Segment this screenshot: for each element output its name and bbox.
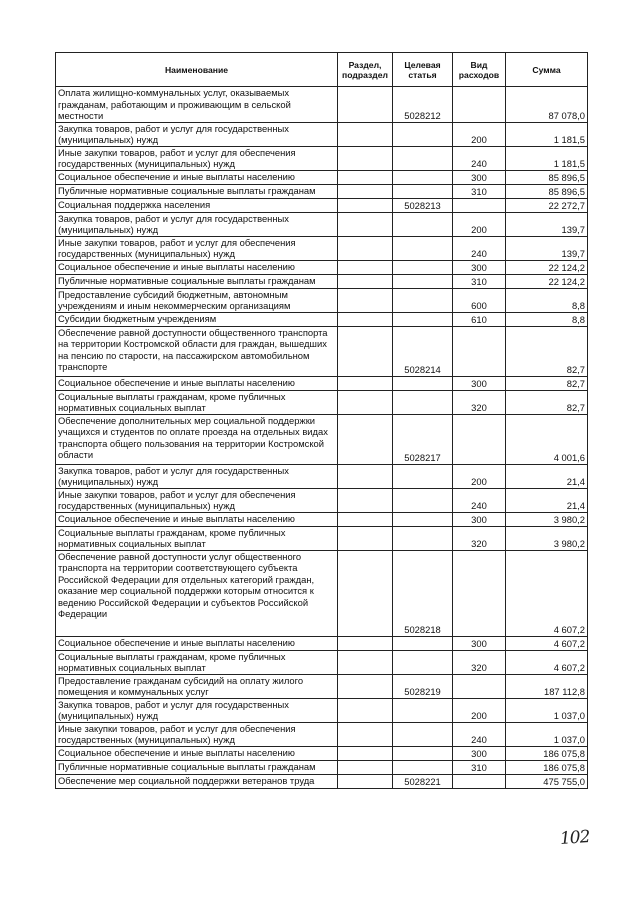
row-name: Социальная поддержка населения: [56, 198, 338, 212]
table-row: [56, 376, 588, 390]
row-section: [338, 288, 393, 312]
row-sum: 139,7: [506, 212, 588, 236]
row-type: [453, 414, 506, 464]
row-section: [338, 464, 393, 488]
row-sum: 186 075,8: [506, 760, 588, 774]
row-name: Оплата жилищно-коммунальных услуг, оказываемых гражданам, работающим и проживающим в сельской местности: [56, 87, 338, 123]
row-section: [338, 760, 393, 774]
row-section: [338, 212, 393, 236]
row-section: [338, 274, 393, 288]
table-row: [56, 464, 588, 488]
row-section: [338, 488, 393, 512]
row-name: Социальное обеспечение и иные выплаты населению: [56, 746, 338, 760]
row-name: Закупка товаров, работ и услуг для государственных (муниципальных) нужд: [56, 698, 338, 722]
table-row: [56, 170, 588, 184]
row-section: [338, 746, 393, 760]
row-sum: 21,4: [506, 464, 588, 488]
table-row: [56, 212, 588, 236]
row-sum: 85 896,5: [506, 184, 588, 198]
row-type: 320: [453, 390, 506, 414]
row-type: 320: [453, 526, 506, 550]
header-type: Вид расходов: [453, 53, 506, 87]
row-name: Предоставление гражданам субсидий на оплату жилого помещения и коммунальных услуг: [56, 674, 338, 698]
header-name: Наименование: [56, 53, 338, 87]
row-section: [338, 526, 393, 550]
row-section: [338, 674, 393, 698]
table-row: [56, 390, 588, 414]
row-name: Социальные выплаты гражданам, кроме публичных нормативных социальных выплат: [56, 390, 338, 414]
row-name: Закупка товаров, работ и услуг для государственных (муниципальных) нужд: [56, 122, 338, 146]
header-section: Раздел, подраздел: [338, 53, 393, 87]
row-sum: 82,7: [506, 376, 588, 390]
row-type: 300: [453, 260, 506, 274]
row-sum: 3 980,2: [506, 512, 588, 526]
row-article: [393, 170, 453, 184]
table-row: [56, 87, 588, 123]
table-row: [56, 636, 588, 650]
row-article: [393, 488, 453, 512]
row-type: 200: [453, 698, 506, 722]
row-section: [338, 414, 393, 464]
row-name: Иные закупки товаров, работ и услуг для обеспечения государственных (муниципальных) нужд: [56, 722, 338, 746]
row-sum: 4 607,2: [506, 636, 588, 650]
row-article: 5028221: [393, 774, 453, 788]
row-sum: 475 755,0: [506, 774, 588, 788]
row-section: [338, 312, 393, 326]
table-row: [56, 674, 588, 698]
table-row: [56, 122, 588, 146]
row-sum: 22 272,7: [506, 198, 588, 212]
table-row: [56, 326, 588, 376]
row-section: [338, 550, 393, 636]
row-article: [393, 746, 453, 760]
table-row: [56, 698, 588, 722]
table-row: [56, 198, 588, 212]
row-type: 200: [453, 212, 506, 236]
row-name: Социальное обеспечение и иные выплаты населению: [56, 170, 338, 184]
budget-table: [55, 52, 588, 789]
row-section: [338, 512, 393, 526]
row-section: [338, 236, 393, 260]
row-section: [338, 146, 393, 170]
row-sum: 4 607,2: [506, 550, 588, 636]
row-article: 5028217: [393, 414, 453, 464]
row-section: [338, 722, 393, 746]
row-article: [393, 464, 453, 488]
row-type: 600: [453, 288, 506, 312]
row-article: [393, 512, 453, 526]
row-article: [393, 122, 453, 146]
row-article: 5028214: [393, 326, 453, 376]
table-row: [56, 746, 588, 760]
row-section: [338, 376, 393, 390]
row-type: [453, 550, 506, 636]
row-sum: 3 980,2: [506, 526, 588, 550]
row-section: [338, 198, 393, 212]
row-article: [393, 184, 453, 198]
row-name: Субсидии бюджетным учреждениям: [56, 312, 338, 326]
row-name: Социальные выплаты гражданам, кроме публичных нормативных социальных выплат: [56, 526, 338, 550]
table-row: [56, 526, 588, 550]
row-section: [338, 774, 393, 788]
row-article: 5028219: [393, 674, 453, 698]
row-sum: 1 037,0: [506, 698, 588, 722]
table-row: [56, 760, 588, 774]
row-article: [393, 376, 453, 390]
row-name: Социальные выплаты гражданам, кроме публичных нормативных социальных выплат: [56, 650, 338, 674]
row-sum: 22 124,2: [506, 260, 588, 274]
row-type: 610: [453, 312, 506, 326]
row-type: 200: [453, 464, 506, 488]
row-name: Социальное обеспечение и иные выплаты населению: [56, 636, 338, 650]
row-article: [393, 698, 453, 722]
row-type: 240: [453, 488, 506, 512]
row-sum: 4 607,2: [506, 650, 588, 674]
row-type: 300: [453, 512, 506, 526]
row-article: 5028212: [393, 87, 453, 123]
row-section: [338, 390, 393, 414]
row-name: Обеспечение равной доступности общественного транспорта на территории Костромской области для граждан, вышедших на пенсию по старости, на пассажирском автомобильном транспорте: [56, 326, 338, 376]
row-name: Иные закупки товаров, работ и услуг для обеспечения государственных (муниципальных) нужд: [56, 146, 338, 170]
table-row: [56, 146, 588, 170]
row-article: [393, 212, 453, 236]
row-article: [393, 722, 453, 746]
row-name: Публичные нормативные социальные выплаты гражданам: [56, 760, 338, 774]
table-row: [56, 184, 588, 198]
row-type: [453, 326, 506, 376]
table-row: [56, 236, 588, 260]
row-section: [338, 636, 393, 650]
row-article: [393, 312, 453, 326]
row-article: [393, 146, 453, 170]
row-sum: 187 112,8: [506, 674, 588, 698]
row-section: [338, 698, 393, 722]
row-type: [453, 198, 506, 212]
handwritten-page-number: 102: [559, 826, 591, 850]
row-name: Закупка товаров, работ и услуг для государственных (муниципальных) нужд: [56, 212, 338, 236]
row-sum: 82,7: [506, 390, 588, 414]
table-row: [56, 774, 588, 788]
row-type: [453, 774, 506, 788]
row-type: 300: [453, 746, 506, 760]
row-name: Социальное обеспечение и иные выплаты населению: [56, 376, 338, 390]
row-sum: 186 075,8: [506, 746, 588, 760]
row-name: Социальное обеспечение и иные выплаты населению: [56, 260, 338, 274]
row-type: 310: [453, 184, 506, 198]
row-name: Закупка товаров, работ и услуг для государственных (муниципальных) нужд: [56, 464, 338, 488]
row-type: 240: [453, 722, 506, 746]
row-type: 310: [453, 274, 506, 288]
row-name: Иные закупки товаров, работ и услуг для обеспечения государственных (муниципальных) нужд: [56, 488, 338, 512]
row-sum: 1 181,5: [506, 146, 588, 170]
table-header-row: [56, 53, 588, 87]
row-name: Обеспечение дополнительных мер социальной поддержки учащихся и студентов по оплате проезда на отдельных видах транспорта общего пользования на территории Костромской области: [56, 414, 338, 464]
row-article: 5028213: [393, 198, 453, 212]
row-type: 300: [453, 170, 506, 184]
row-article: [393, 236, 453, 260]
row-sum: 82,7: [506, 326, 588, 376]
row-article: [393, 760, 453, 774]
row-article: [393, 274, 453, 288]
row-name: Предоставление субсидий бюджетным, автономным учреждениям и иным некоммерческим организациям: [56, 288, 338, 312]
row-sum: 85 896,5: [506, 170, 588, 184]
row-name: Обеспечение равной доступности услуг общественного транспорта на территории соответствующего субъекта Российской Федерации для отдельных категорий граждан, оказание мер социальной поддержки которым относится к ведению Российской Федерации и субъектов Российской Федерации: [56, 550, 338, 636]
row-section: [338, 260, 393, 274]
row-name: Публичные нормативные социальные выплаты гражданам: [56, 184, 338, 198]
table-row: [56, 260, 588, 274]
row-type: 240: [453, 146, 506, 170]
row-type: 200: [453, 122, 506, 146]
row-article: [393, 260, 453, 274]
table-row: [56, 722, 588, 746]
row-sum: 21,4: [506, 488, 588, 512]
row-sum: 8,8: [506, 288, 588, 312]
table-row: [56, 650, 588, 674]
row-name: Обеспечение мер социальной поддержки ветеранов труда: [56, 774, 338, 788]
table-row: [56, 414, 588, 464]
row-sum: 4 001,6: [506, 414, 588, 464]
table-row: [56, 488, 588, 512]
row-section: [338, 87, 393, 123]
row-type: 310: [453, 760, 506, 774]
row-article: 5028218: [393, 550, 453, 636]
row-article: [393, 636, 453, 650]
table-row: [56, 274, 588, 288]
row-type: 240: [453, 236, 506, 260]
row-article: [393, 526, 453, 550]
row-type: 300: [453, 636, 506, 650]
row-type: 320: [453, 650, 506, 674]
table-row: [56, 288, 588, 312]
row-sum: 139,7: [506, 236, 588, 260]
row-sum: 1 181,5: [506, 122, 588, 146]
row-section: [338, 170, 393, 184]
row-article: [393, 650, 453, 674]
row-section: [338, 326, 393, 376]
table-row: [56, 550, 588, 636]
row-sum: 8,8: [506, 312, 588, 326]
row-type: [453, 674, 506, 698]
row-sum: 87 078,0: [506, 87, 588, 123]
row-type: [453, 87, 506, 123]
header-sum: Сумма: [506, 53, 588, 87]
row-sum: 22 124,2: [506, 274, 588, 288]
row-section: [338, 184, 393, 198]
row-type: 300: [453, 376, 506, 390]
header-article: Целевая статья: [393, 53, 453, 87]
row-name: Публичные нормативные социальные выплаты гражданам: [56, 274, 338, 288]
row-sum: 1 037,0: [506, 722, 588, 746]
row-article: [393, 288, 453, 312]
row-article: [393, 390, 453, 414]
row-section: [338, 122, 393, 146]
table-row: [56, 512, 588, 526]
row-name: Социальное обеспечение и иные выплаты населению: [56, 512, 338, 526]
table-row: [56, 312, 588, 326]
row-name: Иные закупки товаров, работ и услуг для обеспечения государственных (муниципальных) нужд: [56, 236, 338, 260]
row-section: [338, 650, 393, 674]
